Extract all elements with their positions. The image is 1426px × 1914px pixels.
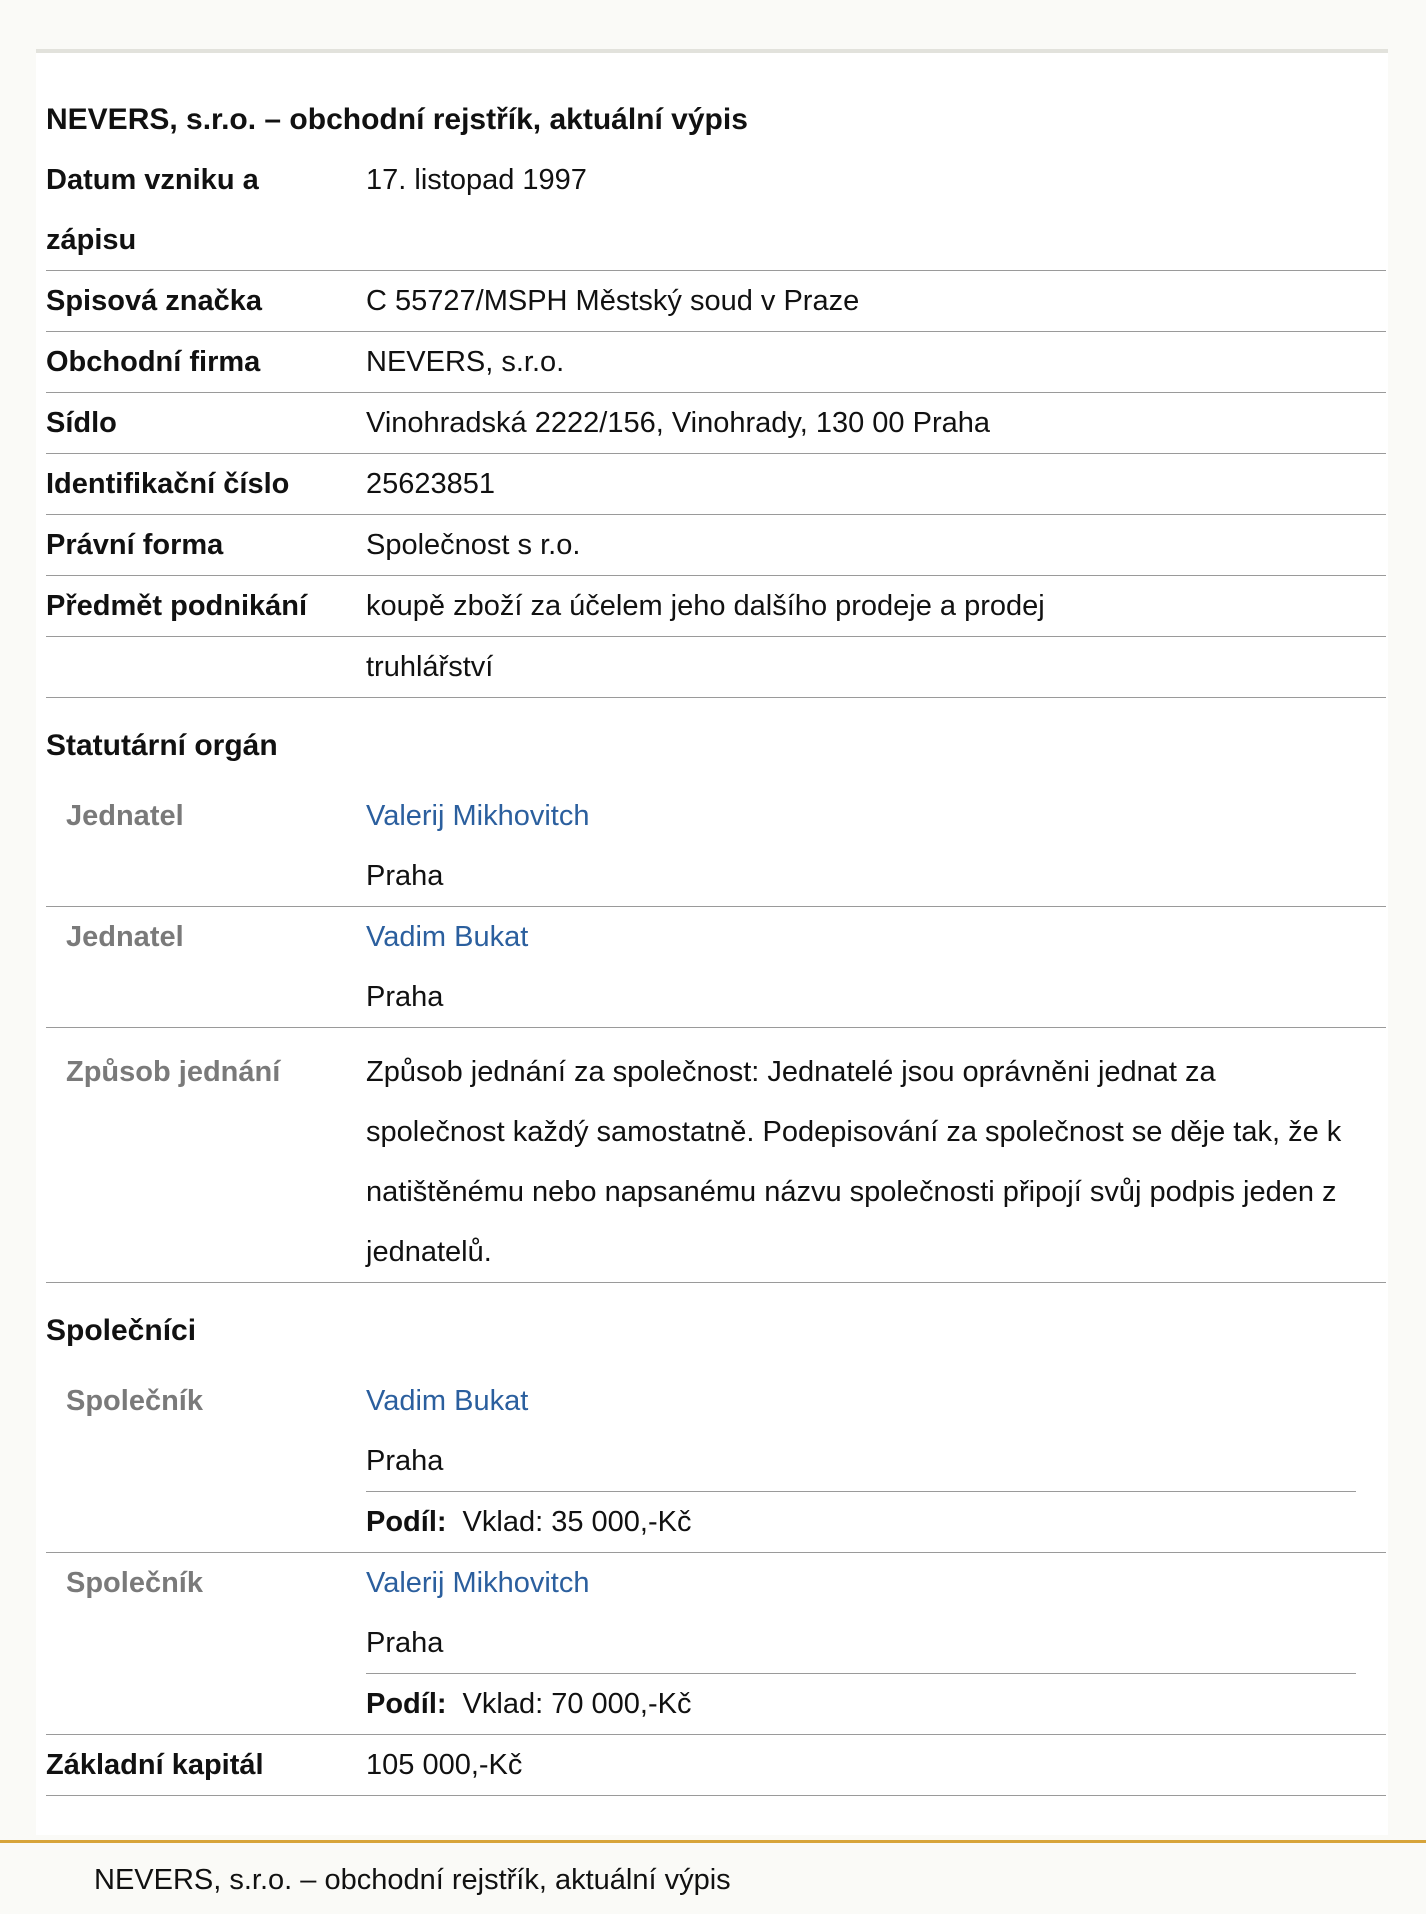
label-line: Datum vzniku a <box>46 164 259 196</box>
row-spolecnik-1 <box>46 1371 1386 1553</box>
label-role: Společník <box>66 1385 203 1417</box>
value-sidlo: Vinohradská 2222/156, Vinohrady, 130 00 Praha <box>366 407 990 439</box>
value-obchodni-firma: NEVERS, s.r.o. <box>366 346 565 378</box>
share-value: Vklad: 70 000,-Kč <box>462 1688 692 1720</box>
person-city: Praha <box>366 860 444 892</box>
row-obchodni-firma <box>46 332 1386 393</box>
row-pravni-forma <box>46 515 1386 576</box>
row-sidlo <box>46 393 1386 454</box>
document-title: NEVERS, s.r.o. – obchodní rejstřík, aktuální výpis <box>46 103 748 136</box>
label-zpusob-jednani: Způsob jednání <box>66 1056 281 1088</box>
label-role: Společník <box>66 1567 203 1599</box>
label-obchodni-firma: Obchodní firma <box>46 346 261 378</box>
label-pravni-forma: Právní forma <box>46 529 224 561</box>
share-line <box>366 1492 1386 1552</box>
label-empty <box>46 637 366 697</box>
person-city: Praha <box>366 1445 444 1477</box>
share-label: Podíl: <box>366 1688 447 1720</box>
label-role: Jednatel <box>66 800 184 832</box>
person-city: Praha <box>366 1627 444 1659</box>
person-link[interactable]: Vadim Bukat <box>366 1385 529 1417</box>
row-ico <box>46 454 1386 515</box>
row-jednatel-1 <box>46 786 1386 907</box>
value-zpusob-jednani <box>366 1042 1386 1282</box>
register-extract <box>46 90 1386 1796</box>
person-link[interactable]: Valerij Mikhovitch <box>366 1567 590 1599</box>
text-line: Způsob jednání za společnost: Jednatelé jsou oprávněni jednat za <box>366 1056 1216 1088</box>
label-role: Jednatel <box>66 921 184 953</box>
person-entry <box>366 907 1386 1027</box>
person-city: Praha <box>366 981 444 1013</box>
person-entry <box>366 786 1386 906</box>
section-heading-spolecnici: Společníci <box>46 1314 197 1347</box>
value-datum-vzniku: 17. listopad 1997 <box>366 164 587 196</box>
row-predmet-podnikani <box>46 576 1386 637</box>
section-heading-statutarni: Statutární orgán <box>46 729 278 762</box>
footer-rule <box>0 1840 1426 1843</box>
text-line: natištěnému nebo napsanému názvu společnosti připojí svůj podpis jeden z <box>366 1176 1337 1208</box>
value-zakladni-kapital: 105 000,-Kč <box>366 1749 523 1781</box>
text-line: jednatelů. <box>366 1236 492 1268</box>
text-line: společnost každý samostatně. Podepisování za společnost se děje tak, že k <box>366 1116 1342 1148</box>
value-ico: 25623851 <box>366 468 496 500</box>
footer-caption: NEVERS, s.r.o. – obchodní rejstřík, aktuální výpis <box>94 1864 731 1896</box>
label-line: zápisu <box>46 224 137 256</box>
value-pravni-forma: Společnost s r.o. <box>366 529 581 561</box>
partner-entry <box>366 1553 1386 1734</box>
row-predmet-podnikani-2 <box>46 637 1386 698</box>
partner-entry <box>366 1371 1386 1552</box>
label-spisova-znacka: Spisová značka <box>46 285 262 317</box>
row-zpusob-jednani <box>46 1028 1386 1283</box>
value-spisova-znacka: C 55727/MSPH Městský soud v Praze <box>366 285 860 317</box>
share-line <box>366 1674 1386 1734</box>
person-link[interactable]: Valerij Mikhovitch <box>366 800 590 832</box>
person-link[interactable]: Vadim Bukat <box>366 921 529 953</box>
value-predmet-podnikani-2: truhlářství <box>366 651 494 683</box>
row-datum-vzniku <box>46 150 1386 271</box>
row-jednatel-2 <box>46 907 1386 1028</box>
label-datum-vzniku <box>46 150 366 270</box>
row-zakladni-kapital <box>46 1735 1386 1796</box>
label-predmet-podnikani: Předmět podnikání <box>46 590 308 622</box>
row-spisova-znacka <box>46 271 1386 332</box>
share-value: Vklad: 35 000,-Kč <box>462 1506 692 1538</box>
label-ico: Identifikační číslo <box>46 468 290 500</box>
label-sidlo: Sídlo <box>46 407 117 439</box>
row-spolecnik-2 <box>46 1553 1386 1735</box>
share-label: Podíl: <box>366 1506 447 1538</box>
label-zakladni-kapital: Základní kapitál <box>46 1749 264 1781</box>
value-predmet-podnikani: koupě zboží za účelem jeho dalšího prodeje a prodej <box>366 590 1045 622</box>
